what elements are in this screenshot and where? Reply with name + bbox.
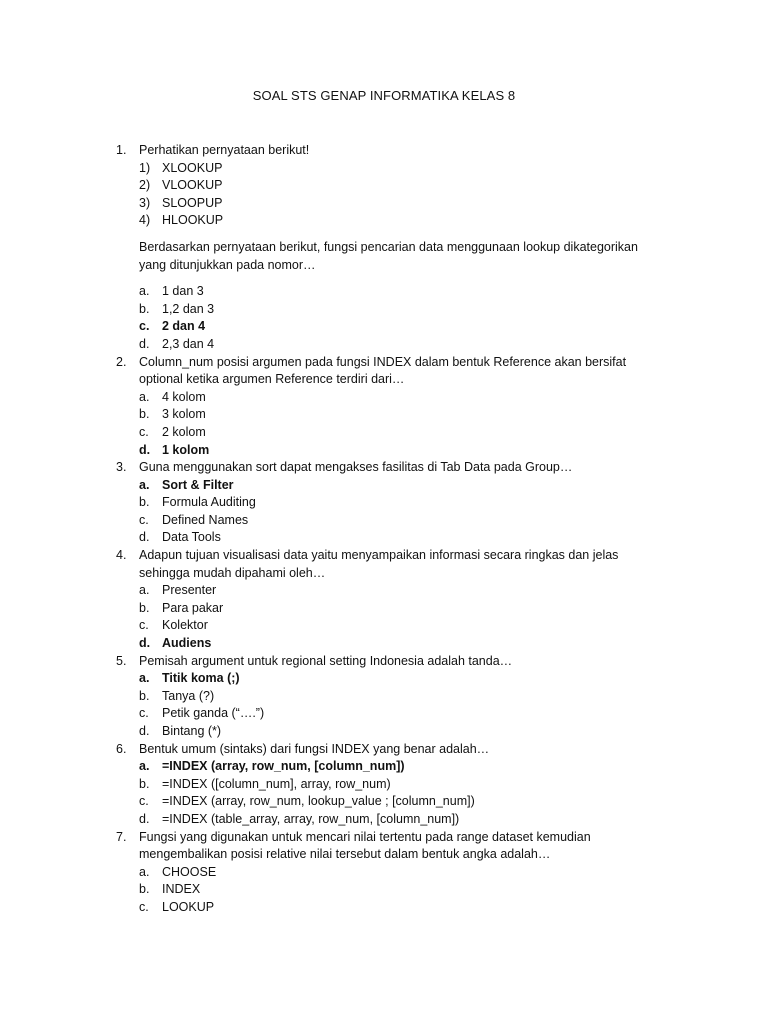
statement-marker: 3) xyxy=(139,195,151,210)
spacer xyxy=(116,230,676,239)
statement-marker: 1) xyxy=(139,160,151,175)
question-text: Fungsi yang digunakan untuk mencari nilai tertentu pada range dataset kemudian xyxy=(139,829,591,844)
choice-marker: a. xyxy=(139,477,150,492)
question-text: optional ketika argumen Reference terdiri dari… xyxy=(139,372,405,387)
question-number: 7. xyxy=(116,829,127,844)
choice-item-answer xyxy=(116,318,676,336)
choice-text: Petik ganda (“….”) xyxy=(162,706,265,721)
choice-marker: d. xyxy=(139,811,150,826)
choice-item xyxy=(116,512,676,530)
question-text: Pemisah argument untuk regional setting Indonesia adalah tanda… xyxy=(139,653,513,668)
choice-marker: a. xyxy=(139,583,150,598)
choice-item xyxy=(116,600,676,618)
statement-marker: 2) xyxy=(139,178,151,193)
choice-marker: b. xyxy=(139,600,150,615)
question-text: Guna menggunakan sort dapat mengakses fasilitas di Tab Data pada Group… xyxy=(139,460,573,475)
choice-marker: a. xyxy=(139,389,150,404)
question-number: 1. xyxy=(116,143,127,157)
choice-marker: d. xyxy=(139,724,150,738)
choice-item xyxy=(116,864,676,882)
choice-item xyxy=(116,617,676,635)
question-number: 6. xyxy=(116,741,127,756)
question-number: 4. xyxy=(116,548,127,563)
spacer xyxy=(116,274,676,283)
choice-item xyxy=(116,582,676,600)
choice-text: 2 kolom xyxy=(162,424,206,439)
choice-marker: b. xyxy=(139,495,150,510)
choice-item xyxy=(116,494,676,512)
question-text-continued xyxy=(116,565,676,583)
choice-text: =INDEX (array, row_num, lookup_value ; [column_num]) xyxy=(162,794,475,809)
choice-text: 2 dan 4 xyxy=(162,319,206,334)
choice-text: 4 kolom xyxy=(162,389,206,404)
choice-text: =INDEX (array, row_num, [column_num]) xyxy=(162,759,405,774)
choice-text: Bintang (*) xyxy=(162,724,222,738)
choice-text: 1,2 dan 3 xyxy=(162,301,215,316)
choice-item xyxy=(116,881,676,899)
choice-item xyxy=(116,723,676,741)
choice-item xyxy=(116,424,676,442)
question-number: 2. xyxy=(116,354,127,369)
choice-marker: a. xyxy=(139,864,150,879)
choice-text: Para pakar xyxy=(162,600,224,615)
choice-marker: c. xyxy=(139,424,149,439)
choice-item-answer xyxy=(116,635,676,653)
choice-marker: c. xyxy=(139,618,149,633)
choice-item xyxy=(116,776,676,794)
question-text: Perhatikan pernyataan berikut! xyxy=(139,143,310,157)
statement-item xyxy=(116,160,676,178)
choice-text: Tanya (?) xyxy=(162,688,215,703)
statement-marker: 4) xyxy=(139,213,151,228)
question-prompt xyxy=(116,239,676,257)
question-number: 5. xyxy=(116,653,127,668)
question-text-continued xyxy=(116,371,676,389)
question-text: mengembalikan posisi relative nilai tersebut dalam bentuk angka adalah… xyxy=(139,847,551,862)
choice-text: =INDEX (table_array, array, row_num, [column_num]) xyxy=(162,811,460,826)
prompt-text: yang ditunjukkan pada nomor… xyxy=(139,257,316,272)
question-prompt xyxy=(116,257,676,275)
prompt-text: Berdasarkan pernyataan berikut, fungsi pencarian data menggunaan lookup dikategorikan xyxy=(139,239,638,254)
choice-text: 1 kolom xyxy=(162,442,210,457)
statement-text: VLOOKUP xyxy=(162,178,223,193)
choice-marker: a. xyxy=(139,671,150,686)
question-list xyxy=(116,142,676,917)
choice-text: Formula Auditing xyxy=(162,495,256,510)
choice-text: INDEX xyxy=(162,882,201,897)
question-text: Column_num posisi argumen pada fungsi INDEX dalam bentuk Reference akan bersifat xyxy=(139,354,627,369)
choice-text: Kolektor xyxy=(162,618,208,633)
choice-text: Titik koma (;) xyxy=(162,671,240,686)
question-number: 3. xyxy=(116,460,127,475)
choice-item xyxy=(116,406,676,424)
choice-text: Presenter xyxy=(162,583,217,598)
question-5 xyxy=(116,653,676,671)
choice-marker: c. xyxy=(139,512,149,527)
question-6 xyxy=(116,741,676,759)
choice-marker: b. xyxy=(139,882,150,897)
choice-marker: d. xyxy=(139,442,151,457)
choice-marker: c. xyxy=(139,899,149,914)
question-text: Adapun tujuan visualisasi data yaitu menyampaikan informasi secara ringkas dan jelas xyxy=(139,548,619,563)
choice-item-answer xyxy=(116,670,676,688)
statement-text: SLOOPUP xyxy=(162,195,223,210)
statement-text: XLOOKUP xyxy=(162,160,223,175)
choice-text: CHOOSE xyxy=(162,864,217,879)
choice-text: Defined Names xyxy=(162,512,249,527)
choice-item xyxy=(116,811,676,829)
question-text-continued xyxy=(116,846,676,864)
choice-marker: d. xyxy=(139,636,151,651)
question-4 xyxy=(116,547,676,565)
statement-text: HLOOKUP xyxy=(162,213,224,228)
choice-marker: b. xyxy=(139,688,150,703)
choice-item xyxy=(116,336,676,354)
choice-item xyxy=(116,529,676,547)
question-text: Bentuk umum (sintaks) dari fungsi INDEX yang benar adalah… xyxy=(139,741,490,756)
question-3 xyxy=(116,459,676,477)
choice-marker: c. xyxy=(139,319,150,334)
statement-item xyxy=(116,212,676,230)
choice-marker: d. xyxy=(139,530,150,545)
choice-marker: a. xyxy=(139,284,150,299)
question-1 xyxy=(116,142,676,160)
choice-text: =INDEX ([column_num], array, row_num) xyxy=(162,776,391,791)
choice-item xyxy=(116,389,676,407)
choice-item xyxy=(116,899,676,917)
choice-item xyxy=(116,283,676,301)
choice-text: 1 dan 3 xyxy=(162,284,204,299)
choice-marker: b. xyxy=(139,407,150,422)
question-text: sehingga mudah dipahami oleh… xyxy=(139,565,326,580)
choice-marker: b. xyxy=(139,301,150,316)
choice-text: 2,3 dan 4 xyxy=(162,336,215,351)
question-7 xyxy=(116,829,676,847)
choice-item-answer xyxy=(116,758,676,776)
choice-marker: c. xyxy=(139,706,149,721)
statement-item xyxy=(116,177,676,195)
choice-item-answer xyxy=(116,442,676,460)
choice-marker: d. xyxy=(139,336,150,351)
statement-item xyxy=(116,195,676,213)
choice-item xyxy=(116,301,676,319)
choice-item xyxy=(116,705,676,723)
choice-item-answer xyxy=(116,477,676,495)
choice-marker: a. xyxy=(139,759,150,774)
choice-text: Audiens xyxy=(162,636,212,651)
choice-item xyxy=(116,688,676,706)
choice-text: LOOKUP xyxy=(162,899,215,914)
page-title: SOAL STS GENAP INFORMATIKA KELAS 8 xyxy=(252,88,516,103)
choice-marker: c. xyxy=(139,794,149,809)
choice-item xyxy=(116,793,676,811)
choice-text: 3 kolom xyxy=(162,407,206,422)
choice-text: Sort & Filter xyxy=(162,477,234,492)
choice-marker: b. xyxy=(139,776,150,791)
question-2 xyxy=(116,354,676,372)
choice-text: Data Tools xyxy=(162,530,221,545)
